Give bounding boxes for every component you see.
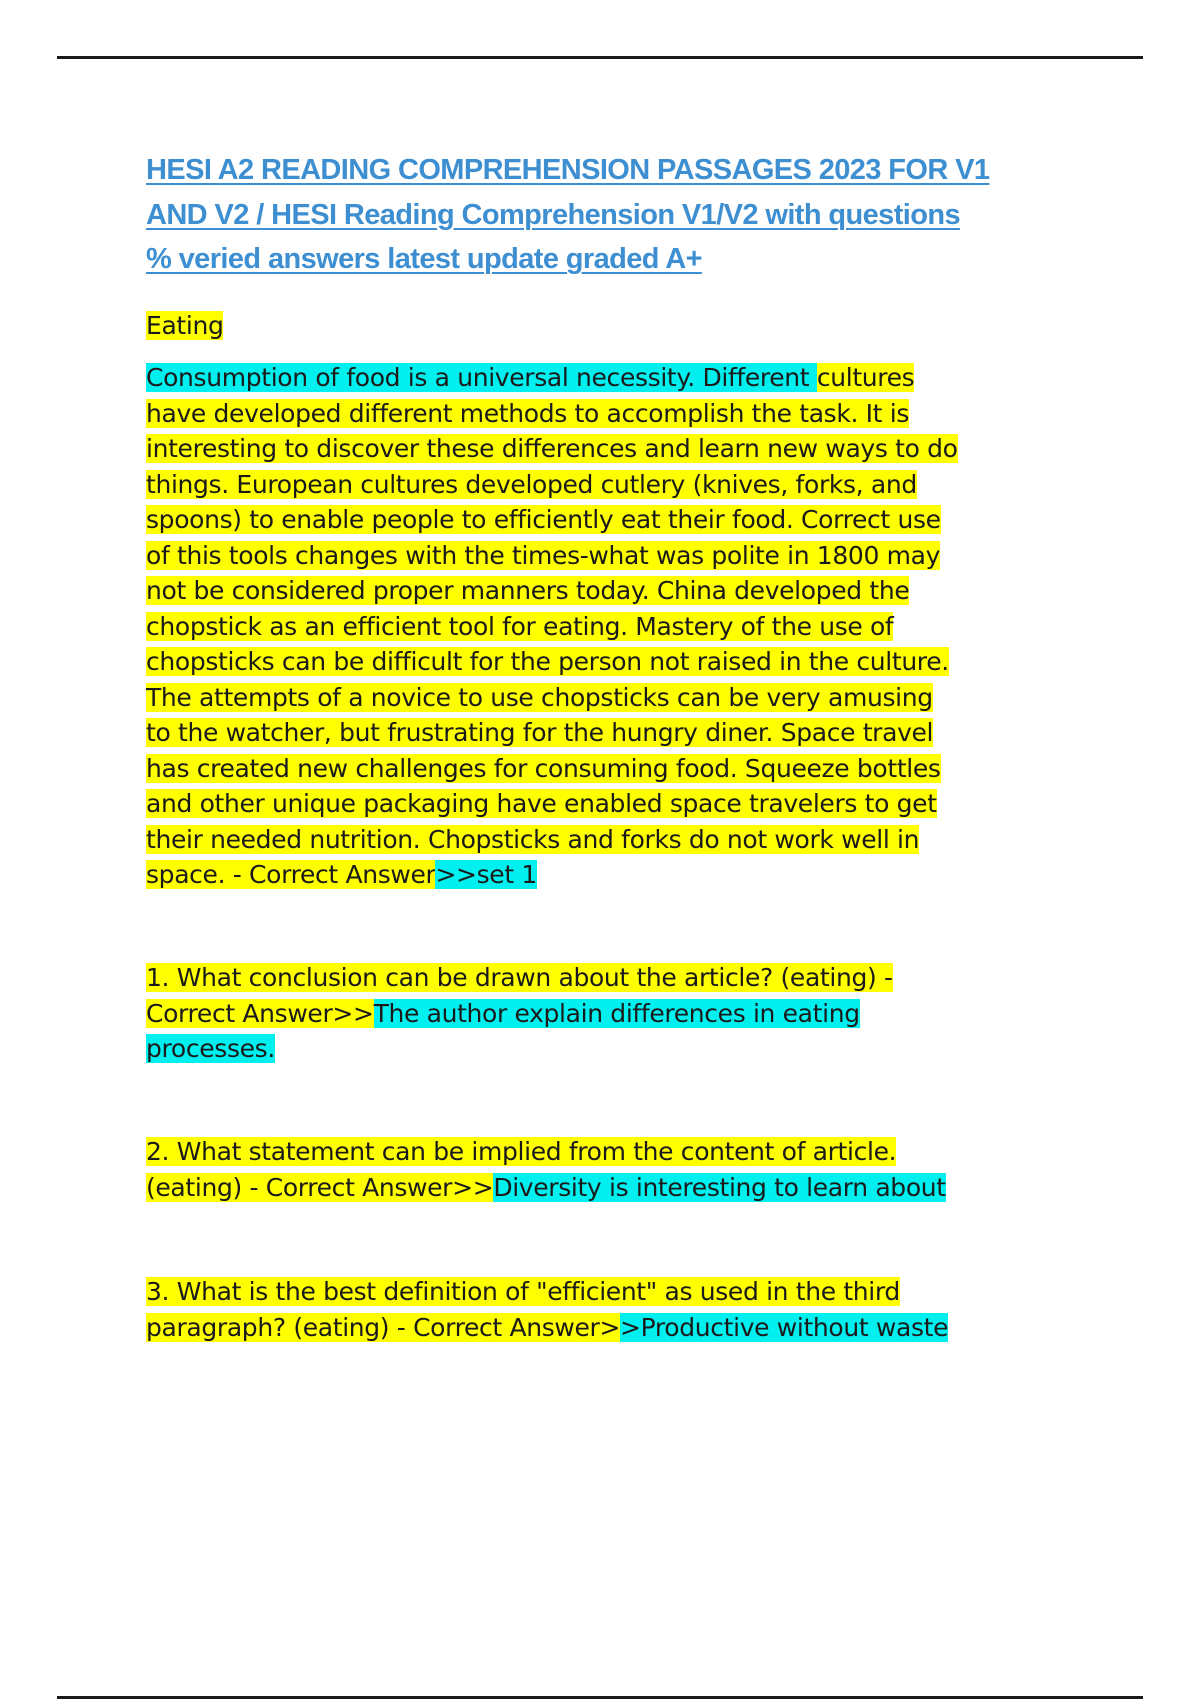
correct-answer: >Productive without waste bbox=[620, 1312, 949, 1342]
question-text: (eating) - Correct Answer>> bbox=[146, 1172, 494, 1202]
passage-line bbox=[146, 431, 958, 467]
passage bbox=[146, 360, 958, 893]
title-line bbox=[146, 237, 989, 282]
title-line-3: % veried answers latest update graded A+ bbox=[146, 243, 702, 275]
document-title bbox=[146, 148, 989, 282]
passage-text: The attempts of a novice to use chopsticks can be very amusing bbox=[146, 682, 933, 712]
passage-line bbox=[146, 715, 958, 751]
passage-line bbox=[146, 609, 958, 645]
section-heading: Eating bbox=[146, 311, 224, 340]
correct-answer: Diversity is interesting to learn about bbox=[493, 1172, 946, 1202]
question-text: 1. What conclusion can be drawn about the article? (eating) - bbox=[146, 963, 893, 992]
passage-text: to the watcher, but frustrating for the hungry diner. Space travel bbox=[146, 718, 934, 747]
question-1 bbox=[146, 960, 893, 1067]
correct-answer: processes. bbox=[146, 1034, 275, 1063]
passage-line bbox=[146, 857, 958, 893]
title-line bbox=[146, 193, 989, 238]
passage-line bbox=[146, 644, 958, 680]
passage-text: interesting to discover these differences and learn new ways to do bbox=[146, 434, 958, 463]
passage-line bbox=[146, 680, 958, 716]
question-text: 2. What statement can be implied from the content of article. bbox=[146, 1137, 897, 1166]
correct-answer: The author explain differences in eating bbox=[373, 998, 860, 1028]
passage-line bbox=[146, 822, 958, 858]
passage-text: not be considered proper manners today. China developed the bbox=[146, 576, 910, 605]
passage-text: has created new challenges for consuming food. Squeeze bottles bbox=[146, 753, 941, 783]
passage-text: space. - Correct Answer bbox=[146, 860, 436, 889]
passage-text: have developed different methods to accomplish the task. It is bbox=[146, 398, 910, 428]
passage-line bbox=[146, 467, 958, 503]
question-text: paragraph? (eating) - Correct Answer> bbox=[146, 1312, 621, 1342]
passage-answer: >>set 1 bbox=[435, 860, 537, 889]
passage-text: things. European cultures developed cutlery (knives, forks, and bbox=[146, 469, 917, 499]
title-line-2: AND V2 / HESI Reading Comprehension V1/V2 with questions bbox=[146, 198, 960, 231]
passage-line bbox=[146, 751, 958, 787]
section-heading-block bbox=[146, 308, 223, 344]
passage-text: of this tools changes with the times-what was polite in 1800 may bbox=[146, 540, 941, 570]
passage-text: chopstick as an efficient tool for eating. Mastery of the use of bbox=[146, 611, 894, 641]
passage-text: spoons) to enable people to efficiently eat their food. Correct use bbox=[146, 505, 941, 534]
passage-text: chopsticks can be difficult for the person not raised in the culture. bbox=[146, 647, 949, 676]
passage-line bbox=[146, 360, 958, 396]
question-2 bbox=[146, 1134, 946, 1205]
passage-highlight-cyan: Consumption of food is a universal necessity. Different bbox=[146, 363, 817, 392]
top-divider bbox=[57, 56, 1143, 59]
title-line-1: HESI A2 READING COMPREHENSION PASSAGES 2023 FOR V1 bbox=[146, 154, 990, 186]
question-text: 3. What is the best definition of "efficient" as used in the third bbox=[146, 1277, 900, 1306]
question-3 bbox=[146, 1274, 948, 1345]
title-line bbox=[146, 148, 989, 193]
passage-line bbox=[146, 538, 958, 574]
passage-line bbox=[146, 786, 958, 822]
passage-line bbox=[146, 502, 958, 538]
passage-line bbox=[146, 396, 958, 432]
question-text: Correct Answer>> bbox=[146, 998, 374, 1028]
passage-line bbox=[146, 573, 958, 609]
passage-text: their needed nutrition. Chopsticks and forks do not work well in bbox=[146, 824, 920, 854]
bottom-divider bbox=[57, 1696, 1143, 1699]
passage-text: and other unique packaging have enabled space travelers to get bbox=[146, 789, 937, 818]
passage-highlight-yellow: cultures bbox=[816, 363, 915, 392]
